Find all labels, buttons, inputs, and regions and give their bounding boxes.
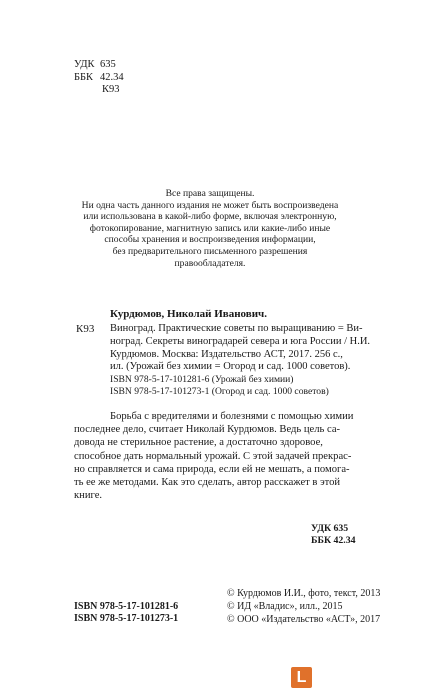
bib-line: Виноград. Практические советы по выращиванию = Ви-	[110, 323, 363, 334]
abstract	[74, 410, 376, 502]
rights-line: правообладателя.	[174, 257, 246, 269]
bibliographic-description	[110, 323, 379, 374]
abstract-line: последнее дело, считает Николай Курдюмов. Ведь цель са-	[74, 424, 341, 436]
cutter-number: К93	[102, 84, 120, 96]
bib-isbns	[110, 374, 329, 398]
udk-label: УДК	[74, 59, 95, 70]
abstract-line: книге.	[74, 490, 103, 502]
rights-line: Ни одна часть данного издания не может быть воспроизведена	[81, 199, 339, 211]
bib-line: Курдюмов. Москва: Издательство АСТ, 2017. 256 с.,	[110, 348, 343, 360]
isbn-bottom: ISBN 978-5-17-101273-1	[74, 613, 179, 625]
rights-line: способы хранения и воспроизведения информации,	[104, 234, 316, 246]
isbn-bottom: ISBN 978-5-17-101281-6	[74, 601, 179, 612]
classification-block	[74, 59, 154, 97]
abstract-line: но справляется и сама природа, если ей не мешать, а помога-	[74, 463, 350, 475]
udk-value: 635	[100, 59, 116, 70]
bbk-bottom: ББК 42.34	[311, 535, 356, 546]
logo-letter: L	[296, 669, 307, 686]
bib-line: ил. (Урожай без химии = Огород и сад. 1000 советов).	[110, 361, 351, 373]
isbns-bottom	[74, 601, 178, 625]
copyright-block	[227, 587, 380, 627]
bbk-value: 42.34	[100, 71, 124, 83]
rights-notice	[60, 188, 360, 269]
abstract-line: способное дать нормальный урожай. С этой задачей прекрас-	[74, 450, 352, 462]
rights-line: или использована в какой-либо форме, включая электронную,	[83, 211, 337, 223]
rights-line: без предварительного письменного разрешения	[112, 245, 308, 257]
copyright-line: © Курдюмов И.И., фото, текст, 2013	[227, 588, 381, 599]
abstract-line: довода не стерильное растение, а достаточно здоровое,	[74, 437, 323, 449]
abstract-line: ть ее же методами. Как это сделать, автор расскажет в этой	[74, 477, 341, 489]
bib-line: ноград. Секреты виноградарей севера и юга России / Н.И.	[110, 335, 371, 347]
bib-cutter: К93	[76, 323, 95, 335]
bbk-label: ББК	[74, 71, 94, 83]
copyright-line: © ООО «Издательство «АСТ», 2017	[227, 614, 381, 626]
copyright-line: © ИД «Владис», илл., 2015	[227, 601, 343, 613]
udk-bottom: УДК 635	[311, 523, 349, 534]
publisher-logo-icon	[291, 667, 312, 688]
classification-bottom	[311, 523, 356, 547]
rights-line: Все права защищены.	[165, 188, 255, 199]
rights-line: фотокопирование, магнитную запись или какие-либо иные	[89, 222, 331, 234]
isbn-line: ISBN 978-5-17-101281-6 (Урожай без химии)	[110, 374, 294, 385]
author-heading: Курдюмов, Николай Иванович.	[110, 308, 268, 320]
abstract-line: Борьба с вредителями и болезнями с помощью химии	[110, 411, 354, 422]
isbn-line: ISBN 978-5-17-101273-1 (Огород и сад. 1000 советов)	[110, 386, 329, 397]
